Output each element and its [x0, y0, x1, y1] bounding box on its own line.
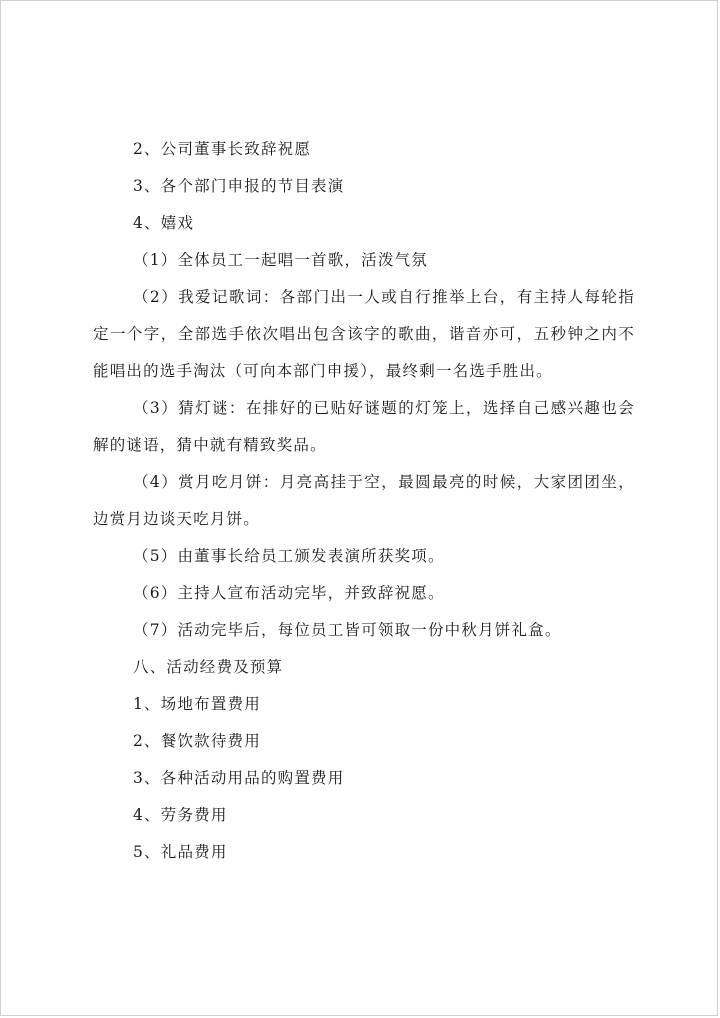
- paragraph-game-lyrics: （2）我爱记歌词：各部门出一人或自行推举上台，有主持人每轮指定一个字，全部选手依次唱出包含该字的歌曲，谐音亦可，五秒钟之内不能唱出的选手淘汰（可向本部门申援），最终剩一名选手胜出。: [93, 288, 635, 380]
- section-heading-budget: 八、活动经费及预算: [133, 658, 284, 676]
- paragraph-gift-box: （7）活动完毕后，每位员工皆可领取一份中秋月饼礼盒。: [133, 621, 562, 639]
- document-body: [93, 131, 635, 871]
- budget-item-labor: 4、劳务费用: [133, 806, 228, 824]
- paragraph-games-heading: 4、嬉戏: [133, 214, 195, 232]
- paragraph-department-performances: 3、各个部门申报的节目表演: [133, 177, 345, 195]
- paragraph-game-sing-together: （1）全体员工一起唱一首歌，活泼气氛: [133, 251, 428, 269]
- paragraph-game-lantern-riddles: （3）猜灯谜：在排好的已贴好谜题的灯笼上，选择自己感兴趣也会解的谜语，猜中就有精致奖品。: [93, 399, 635, 454]
- paragraph-closing: （6）主持人宣布活动完毕，并致辞祝愿。: [133, 584, 445, 602]
- paragraph-game-mooncakes: （4）赏月吃月饼：月亮高挂于空，最圆最亮的时候，大家团团坐，边赏月边谈天吃月饼。: [93, 473, 635, 528]
- budget-item-catering: 2、餐饮款待费用: [133, 732, 261, 750]
- paragraph-chairman-speech: 2、公司董事长致辞祝愿: [133, 140, 312, 158]
- budget-item-supplies: 3、各种活动用品的购置费用: [133, 769, 345, 787]
- budget-item-gifts: 5、礼品费用: [133, 843, 228, 861]
- budget-item-venue: 1、场地布置费用: [133, 695, 261, 713]
- paragraph-awards: （5）由董事长给员工颁发表演所获奖项。: [133, 547, 445, 565]
